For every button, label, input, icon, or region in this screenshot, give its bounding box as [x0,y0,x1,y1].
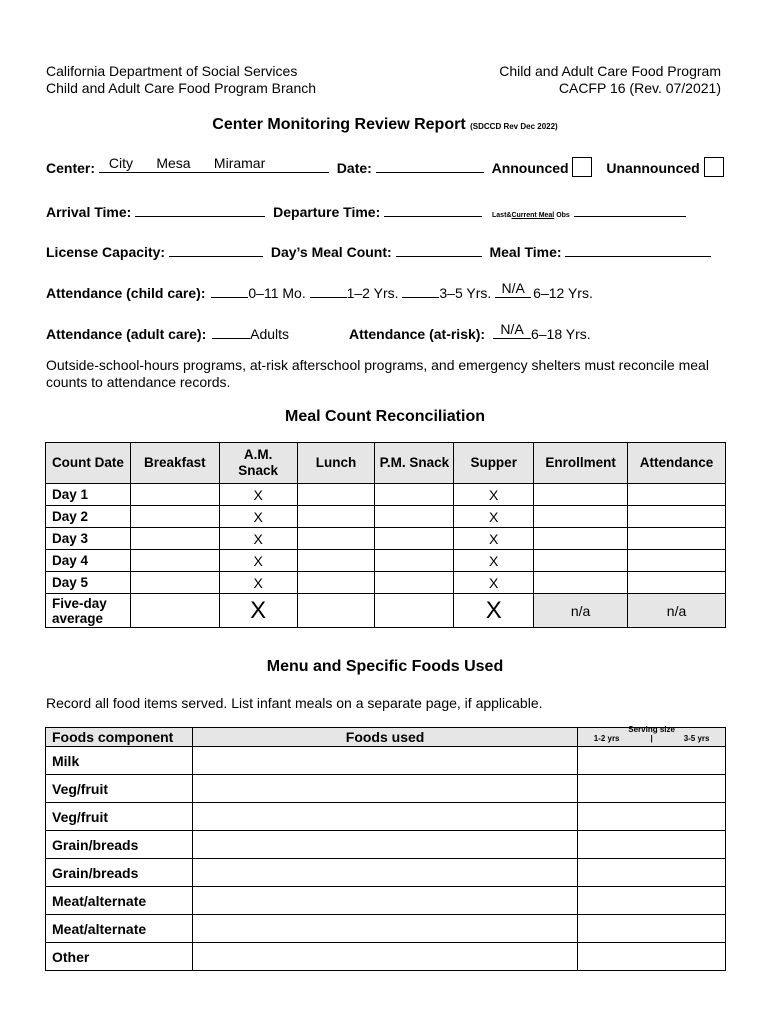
announced-checkbox[interactable] [572,157,592,177]
breakfast-cell[interactable] [130,506,219,528]
menu-note: Record all food items served. List infant meals on a separate page, if applicable. [46,695,543,711]
last-obs-field[interactable] [574,202,686,217]
meal-count-table [45,442,726,628]
lunch-avg-cell[interactable] [297,594,375,628]
col-attendance: Attendance [628,443,726,484]
col-supper: Supper [454,443,534,484]
row-label: Day 3 [46,528,131,550]
breakfast-cell[interactable] [130,550,219,572]
supper-avg-mark: X [454,594,534,628]
lunch-cell[interactable] [297,550,375,572]
table-row [46,887,726,915]
attendance-na: n/a [628,594,726,628]
branch-name: Child and Adult Care Food Program Branch [46,80,317,96]
reconcile-notice: Outside-school-hours programs, at-risk afterschool programs, and emergency shelters must reconcile meal counts to attendance records. [46,357,709,390]
meal-time-label: Meal Time: [489,244,562,260]
supper-mark: X [454,484,534,506]
enrollment-cell[interactable] [534,506,628,528]
serving-separator: | [650,734,653,743]
serving-cell[interactable] [578,943,726,971]
program-header [499,63,721,97]
foods-used-cell[interactable] [192,887,577,915]
enrollment-cell[interactable] [534,572,628,594]
am-snack-mark: X [219,572,297,594]
attendance-cell[interactable] [628,484,726,506]
foods-table [45,727,726,971]
foods-table-header [46,728,726,747]
table-row [46,506,726,528]
center-value: City Mesa Miramar [108,155,266,171]
at-risk-value: N/A [500,321,524,337]
serving-cell[interactable] [578,747,726,775]
average-label: Five-day average [46,594,131,628]
foods-used-cell[interactable] [192,915,577,943]
serving-cell[interactable] [578,775,726,803]
title-main: Center Monitoring Review Report [212,116,466,133]
arrival-label: Arrival Time: [46,204,132,220]
agency-header [46,63,316,97]
meal-time-field[interactable] [565,242,711,257]
lunch-cell[interactable] [297,484,375,506]
center-row [46,157,724,177]
enrollment-cell[interactable] [534,550,628,572]
page-title [0,116,770,134]
enrollment-cell[interactable] [534,484,628,506]
enrollment-cell[interactable] [534,528,628,550]
child-attendance-row [46,280,593,301]
time-row [46,202,686,220]
row-label: Day 5 [46,572,131,594]
pm-snack-cell[interactable] [375,506,454,528]
pm-snack-avg-cell[interactable] [375,594,454,628]
center-field[interactable] [99,155,329,173]
adult-attendance-row [46,321,591,342]
foods-used-cell[interactable] [192,859,577,887]
supper-mark: X [454,572,534,594]
unannounced-checkbox[interactable] [704,157,724,177]
table-row [46,484,726,506]
am-snack-avg-mark: X [219,594,297,628]
agency-name: California Department of Social Services [46,63,298,79]
age-1-2-label: 1–2 Yrs. [346,285,399,301]
component-label: Meat/alternate [46,887,193,915]
unannounced-label: Unannounced [606,160,700,176]
age-6-18-label: 6–18 Yrs. [530,326,591,342]
arrival-field[interactable] [135,202,265,217]
title-revision: (SDCCD Rev Dec 2022) [470,122,558,131]
table-row [46,859,726,887]
breakfast-cell[interactable] [130,528,219,550]
component-label: Grain/breads [46,859,193,887]
date-field[interactable] [376,158,484,173]
table-row [46,943,726,971]
attendance-cell[interactable] [628,506,726,528]
attendance-cell[interactable] [628,550,726,572]
table-row [46,775,726,803]
last-obs-label: Last&Current Meal Obs [492,212,570,219]
am-snack-mark: X [219,550,297,572]
meal-section-title: Meal Count Reconciliation [284,408,485,425]
table-row [46,915,726,943]
pm-snack-cell[interactable] [375,572,454,594]
departure-label: Departure Time: [273,204,381,220]
component-label: Veg/fruit [46,775,193,803]
component-label: Other [46,943,193,971]
school-age-value: N/A [501,280,525,296]
departure-field[interactable] [384,202,482,217]
table-row [46,747,726,775]
supper-mark: X [454,528,534,550]
col-lunch: Lunch [297,443,375,484]
meal-count-label: Day’s Meal Count: [270,244,392,260]
serving-cell[interactable] [578,859,726,887]
table-row [46,528,726,550]
supper-mark: X [454,550,534,572]
age-6-12-label: 6–12 Yrs. [533,285,593,301]
breakfast-cell[interactable] [130,572,219,594]
date-label: Date: [336,160,372,176]
toddler-count-field[interactable] [310,283,347,298]
col-am-snack: A.M. Snack [219,443,297,484]
foods-used-cell[interactable] [192,943,577,971]
average-row [46,594,726,628]
col-foods-component: Foods component [46,728,193,747]
license-field[interactable] [169,242,263,257]
serving-cell[interactable] [578,831,726,859]
lunch-cell[interactable] [297,528,375,550]
serving-cell[interactable] [578,915,726,943]
am-snack-mark: X [219,506,297,528]
program-name: Child and Adult Care Food Program [499,63,721,79]
center-label: Center: [46,160,96,176]
row-label: Day 4 [46,550,131,572]
foods-used-cell[interactable] [192,803,577,831]
license-label: License Capacity: [46,244,166,260]
at-risk-label: Attendance (at-risk): [348,326,486,342]
pm-snack-cell[interactable] [375,550,454,572]
at-risk-count-field[interactable] [493,321,531,339]
foods-used-cell[interactable] [192,775,577,803]
breakfast-avg-cell[interactable] [130,594,219,628]
breakfast-cell[interactable] [130,484,219,506]
infant-count-field[interactable] [211,283,248,298]
foods-used-cell[interactable] [192,747,577,775]
adult-attendance-label: Attendance (adult care): [46,326,207,342]
component-label: Milk [46,747,193,775]
meal-table-header [46,443,726,484]
child-attendance-label: Attendance (child care): [46,285,206,301]
table-row [46,572,726,594]
col-breakfast: Breakfast [130,443,219,484]
table-row [46,550,726,572]
table-row [46,831,726,859]
adult-count-field[interactable] [212,324,250,339]
lunch-cell[interactable] [297,572,375,594]
serving-size-header [578,725,725,743]
am-snack-mark: X [219,484,297,506]
component-label: Veg/fruit [46,803,193,831]
serving-1-2-label: 1-2 yrs [593,734,620,743]
serving-3-5-label: 3-5 yrs [683,734,710,743]
foods-used-cell[interactable] [192,831,577,859]
attendance-cell[interactable] [628,528,726,550]
col-pm-snack: P.M. Snack [375,443,454,484]
serving-cell[interactable] [578,887,726,915]
adults-label: Adults [250,326,290,342]
pm-snack-cell[interactable] [375,528,454,550]
serving-size-title: Serving size [628,725,675,734]
table-row [46,803,726,831]
row-label: Day 2 [46,506,131,528]
serving-cell[interactable] [578,803,726,831]
supper-mark: X [454,506,534,528]
row-label: Day 1 [46,484,131,506]
component-label: Meat/alternate [46,915,193,943]
age-3-5-label: 3–5 Yrs. [439,285,492,301]
capacity-row [46,242,711,260]
meal-count-field[interactable] [396,242,482,257]
component-label: Grain/breads [46,831,193,859]
col-serving-size [578,725,726,747]
lunch-cell[interactable] [297,506,375,528]
col-enrollment: Enrollment [534,443,628,484]
col-count-date: Count Date [46,443,131,484]
pm-snack-cell[interactable] [375,484,454,506]
attendance-cell[interactable] [628,572,726,594]
am-snack-mark: X [219,528,297,550]
preschool-count-field[interactable] [402,283,439,298]
form-number: CACFP 16 (Rev. 07/2021) [558,80,721,96]
age-0-11-label: 0–11 Mo. [248,285,306,301]
col-foods-used: Foods used [192,728,577,747]
enrollment-na: n/a [534,594,628,628]
school-age-count-field[interactable] [495,280,531,298]
menu-section-title: Menu and Specific Foods Used [266,658,504,675]
announced-label: Announced [491,160,569,176]
